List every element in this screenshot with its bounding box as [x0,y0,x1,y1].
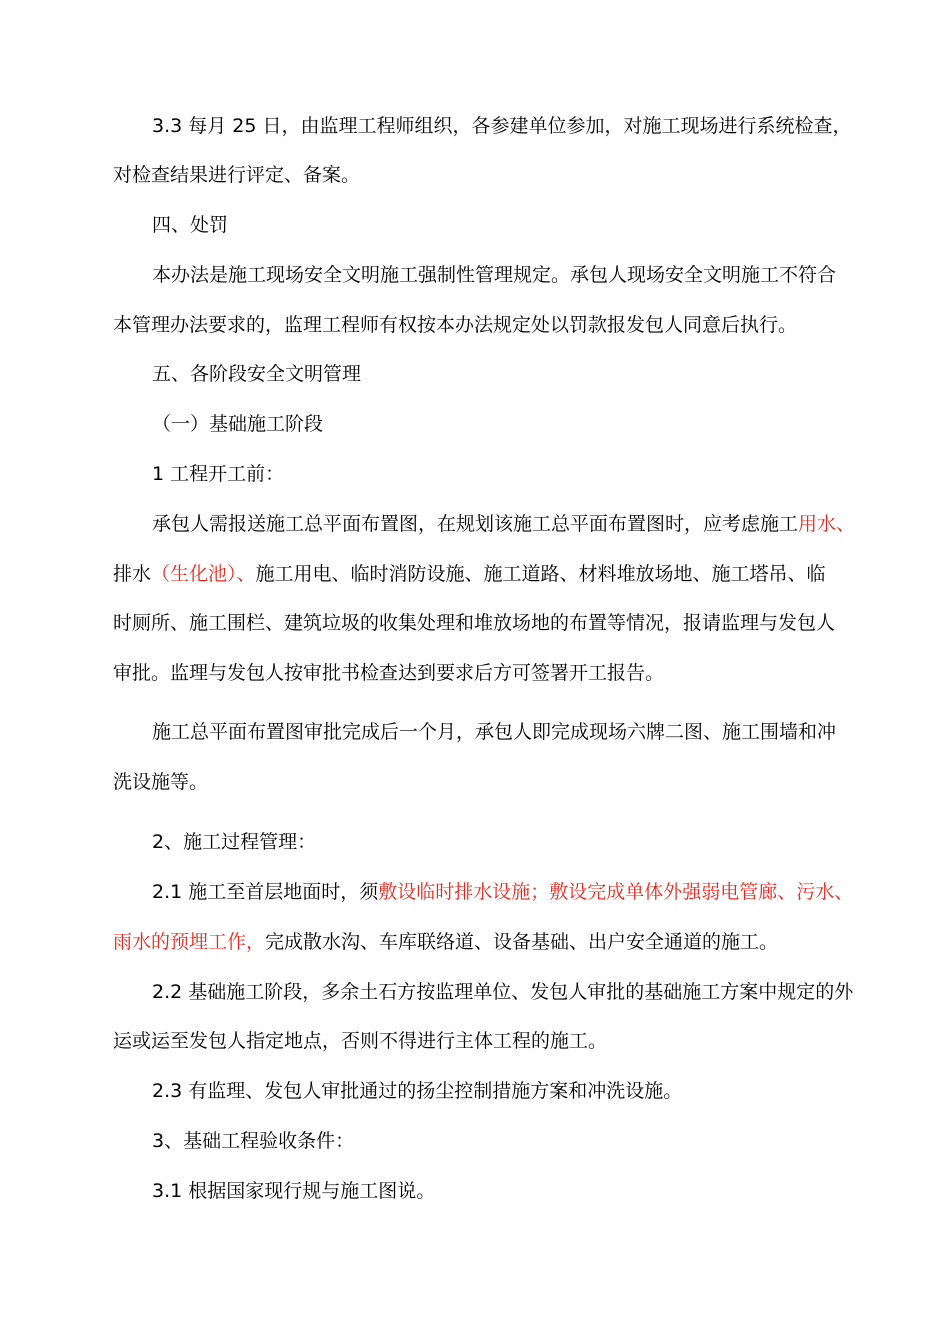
highlight-segment: 用水、 [798,513,856,535]
paragraph-penalty-line-1: 本办法是施工现场安全文明施工强制性管理规定。承包人现场安全文明施工不符合 [152,264,837,286]
paragraph-site-plan-line-3: 时厕所、施工围栏、建筑垃圾的收集处理和堆放场地的布置等情况，报请监理与发包人 [113,612,836,634]
item-process-management: 2、施工过程管理： [152,831,317,853]
highlight-segment: 敷设临时排水设施；敷设完成单体外强弱电管廊、污水、 [378,881,854,903]
paragraph-signage-line-2: 洗设施等。 [113,771,209,793]
highlight-segment: （生化池）、 [151,563,256,585]
text-segment: 排水 [113,563,152,585]
text-segment: 施工用电、临时消防设施、施工道路、材料堆放场地、施工塔吊、临 [255,563,826,585]
highlight-segment: 雨水的预埋工作， [113,931,266,953]
paragraph-3-3-line-2: 对检查结果进行评定、备案。 [113,164,361,186]
paragraph-2-1-line-2 [113,930,778,954]
text-segment: 2.1 施工至首层地面时，须 [152,881,379,903]
heading-penalty: 四、处罚 [152,214,229,236]
paragraph-2-1-line-1 [152,880,853,904]
paragraph-3-3-line-1: 3.3 每月 25 日，由监理工程师组织，各参建单位参加，对施工现场进行系统检查， [152,115,852,137]
item-before-commencement: 1 工程开工前： [152,463,285,485]
paragraph-signage-line-1: 施工总平面布置图审批完成后一个月，承包人即完成现场六牌二图、施工围墙和冲 [152,721,837,743]
item-acceptance-conditions: 3、基础工程验收条件： [152,1130,355,1152]
paragraph-3-1: 3.1 根据国家现行规与施工图说。 [152,1180,436,1202]
paragraph-2-2-line-1: 2.2 基础施工阶段，多余土石方按监理单位、发包人审批的基础施工方案中规定的外 [152,981,854,1003]
paragraph-site-plan-line-1 [152,512,855,536]
text-segment: 完成散水沟、车库联络道、设备基础、出户安全通道的施工。 [265,931,779,953]
paragraph-site-plan-line-2 [113,562,826,586]
paragraph-site-plan-line-4: 审批。监理与发包人按审批书检查达到要求后方可签署开工报告。 [113,662,665,684]
paragraph-2-3: 2.3 有监理、发包人审批通过的扬尘控制措施方案和冲洗设施。 [152,1080,683,1102]
subheading-foundation-stage: （一）基础施工阶段 [152,413,324,435]
paragraph-2-2-line-2: 运或运至发包人指定地点，否则不得进行主体工程的施工。 [113,1030,608,1052]
text-segment: 承包人需报送施工总平面布置图，在规划该施工总平面布置图时，应考虑施工 [152,513,799,535]
heading-stage-management: 五、各阶段安全文明管理 [152,363,362,385]
paragraph-penalty-line-2: 本管理办法要求的，监理工程师有权按本办法规定处以罚款报发包人同意后执行。 [113,314,798,336]
